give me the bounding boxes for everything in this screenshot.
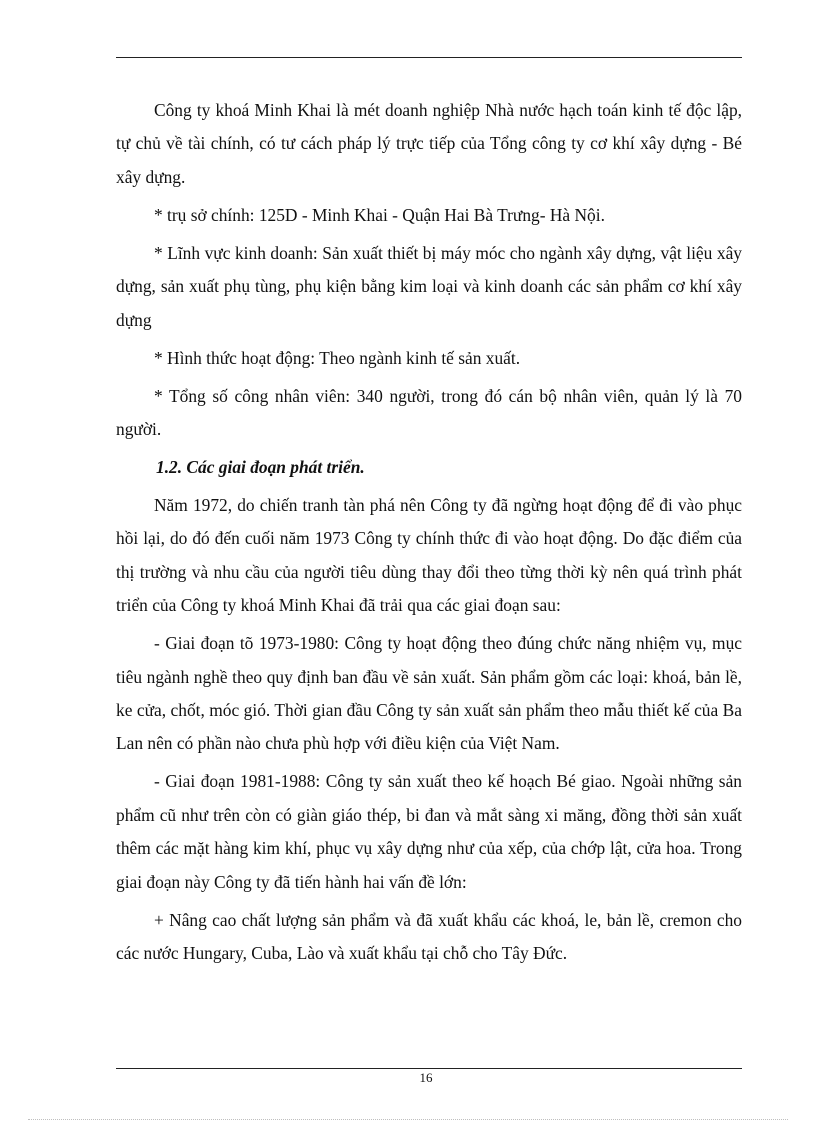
paragraph-stage-1973-1980: - Giai đoạn tõ 1973-1980: Công ty hoạt động theo đúng chức năng nhiệm vụ, mục tiêu ngành nghề theo quy định ban đầu về sản xuất. Sản phẩm gồm các loại: khoá, bản lề, ke cửa, chốt, móc gió. Thời gian đầu Công ty sản xuất sản phẩm theo mẫu thiết kế của Ba Lan nên có phần nào chưa phù hợp với điều kiện của Việt Nam. [116, 633, 742, 754]
header-rule [116, 57, 742, 58]
paragraph-operation-form: * Hình thức hoạt động: Theo ngành kinh tế sản xuất. [154, 347, 521, 368]
section-heading: 1.2. Các giai đoạn phát triển. [156, 457, 365, 478]
paragraph-quality-export: + Nâng cao chất lượng sản phẩm và đã xuất khẩu các khoá, le, bản lề, cremon cho các nước Hungary, Cuba, Lào và xuất khẩu tại chỗ cho Tây Đức. [116, 909, 742, 964]
paragraph-history-intro: Năm 1972, do chiến tranh tàn phá nên Công ty đã ngừng hoạt động để đi vào phục hồi lại, do đó đến cuối năm 1973 Công ty chính thức đi vào hoạt động. Do đặc điểm của thị trường và nhu cầu của người tiêu dùng thay đổi theo từng thời kỳ nên quá trình phát triển của Công ty khoá Minh Khai đã trải qua các giai đoạn sau: [116, 495, 742, 616]
body-text [116, 94, 742, 971]
paragraph-headquarters: * trụ sở chính: 125D - Minh Khai - Quận Hai Bà Trưng- Hà Nội. [154, 204, 605, 225]
paragraph-business-field: * Lĩnh vực kinh doanh: Sản xuất thiết bị máy móc cho ngành xây dựng, vật liệu xây dựng, sản xuất phụ tùng, phụ kiện bằng kim loại và kinh doanh các sản phẩm cơ khí xây dựng [116, 242, 742, 330]
page-number: 16 [419, 1070, 433, 1085]
paragraph-stage-1981-1988: - Giai đoạn 1981-1988: Công ty sản xuất theo kế hoạch Bé giao. Ngoài những sản phẩm cũ như trên còn có giàn giáo thép, bi đan và mắt sàng xi măng, đồng thời sản xuất thêm các mặt hàng kim khí, phục vụ xây dựng như của xếp, của chớp lật, cửa hoa. Trong giai đoạn này Công ty đã tiến hành hai vấn đề lớn: [116, 771, 742, 892]
paragraph-employees: * Tổng số công nhân viên: 340 người, trong đó cán bộ nhân viên, quản lý là 70 người. [116, 385, 742, 440]
paragraph-company-intro: Công ty khoá Minh Khai là mét doanh nghiệp Nhà nước hạch toán kinh tế độc lập, tự chủ về tài chính, có tư cách pháp lý trực tiếp của Tổng công ty cơ khí xây dựng - Bé xây dựng. [116, 100, 742, 187]
page-edge-dotted-line [28, 1119, 788, 1120]
footer-rule [116, 1068, 742, 1069]
